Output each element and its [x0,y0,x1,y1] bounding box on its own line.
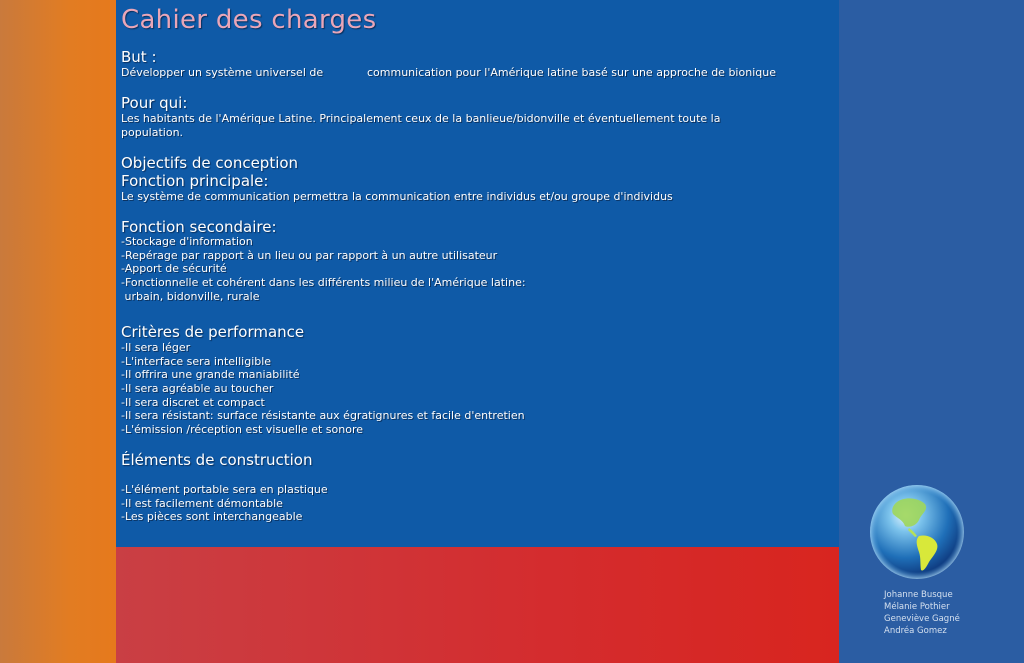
list-item: -Il offrira une grande maniabilité [121,368,300,382]
fonction-principale-text: Le système de communication permettra la communication entre individus et/ou groupe d'individus [121,190,673,203]
author-name: Mélanie Pothier [884,602,950,612]
author-name: Johanne Busque [884,590,953,600]
list-item: -L'interface sera intelligible [121,354,272,368]
author-name: Andréa Gomez [884,626,947,636]
section-heading-objectifs: Objectifs de conception [121,154,299,172]
red-bottom-band [116,547,839,663]
section-heading-criteres: Critères de performance [121,323,305,341]
list-item: -Il sera léger [121,341,191,354]
section-heading-pour-qui: Pour qui: [121,94,188,112]
list-item: -L'élément portable sera en plastique [121,483,328,496]
section-heading-elements: Éléments de construction [121,451,313,469]
orange-side-strip [0,0,116,663]
page-title: Cahier des charges [121,5,377,35]
pour-qui-line-1: Les habitants de l'Amérique Latine. Principalement ceux de la banlieue/bidonville et éventuellement toute la [121,112,721,125]
list-item: -Repérage par rapport à un lieu ou par rapport à un autre utilisateur [121,248,498,262]
list-item: -Stockage d'information [121,235,253,248]
author-name: Geneviève Gagné [884,614,960,624]
elements-list [121,483,328,524]
list-item: -Il sera discret et compact [121,395,265,409]
list-item: -Il sera résistant: surface résistante aux égratignures et facile d'entretien [121,409,525,423]
list-item: -Les pièces sont interchangeable [121,510,303,524]
pour-qui-line-2: population. [121,125,184,139]
list-item: -Apport de sécurité [121,262,227,276]
authors-list [884,589,960,637]
subheading-fonction-principale: Fonction principale: [121,172,269,190]
list-item: -Il sera agréable au toucher [121,382,274,396]
section-heading-fonction-secondaire: Fonction secondaire: [121,218,277,236]
but-text-part2: communication pour l'Amérique latine basé sur une approche de bionique [367,66,776,79]
section-heading-but: But : [121,48,157,66]
list-item: -L'émission /réception est visuelle et sonore [121,423,364,437]
fonction-secondaire-list [121,235,526,303]
list-item: urbain, bidonville, rurale [121,289,260,303]
criteres-list [121,341,525,437]
globe-americas-icon [869,484,965,580]
but-text-part1: Développer un système universel de [121,66,324,79]
list-item: -Il est facilement démontable [121,496,283,510]
list-item: -Fonctionnelle et cohérent dans les différents milieu de l'Amérique latine: [121,276,526,290]
